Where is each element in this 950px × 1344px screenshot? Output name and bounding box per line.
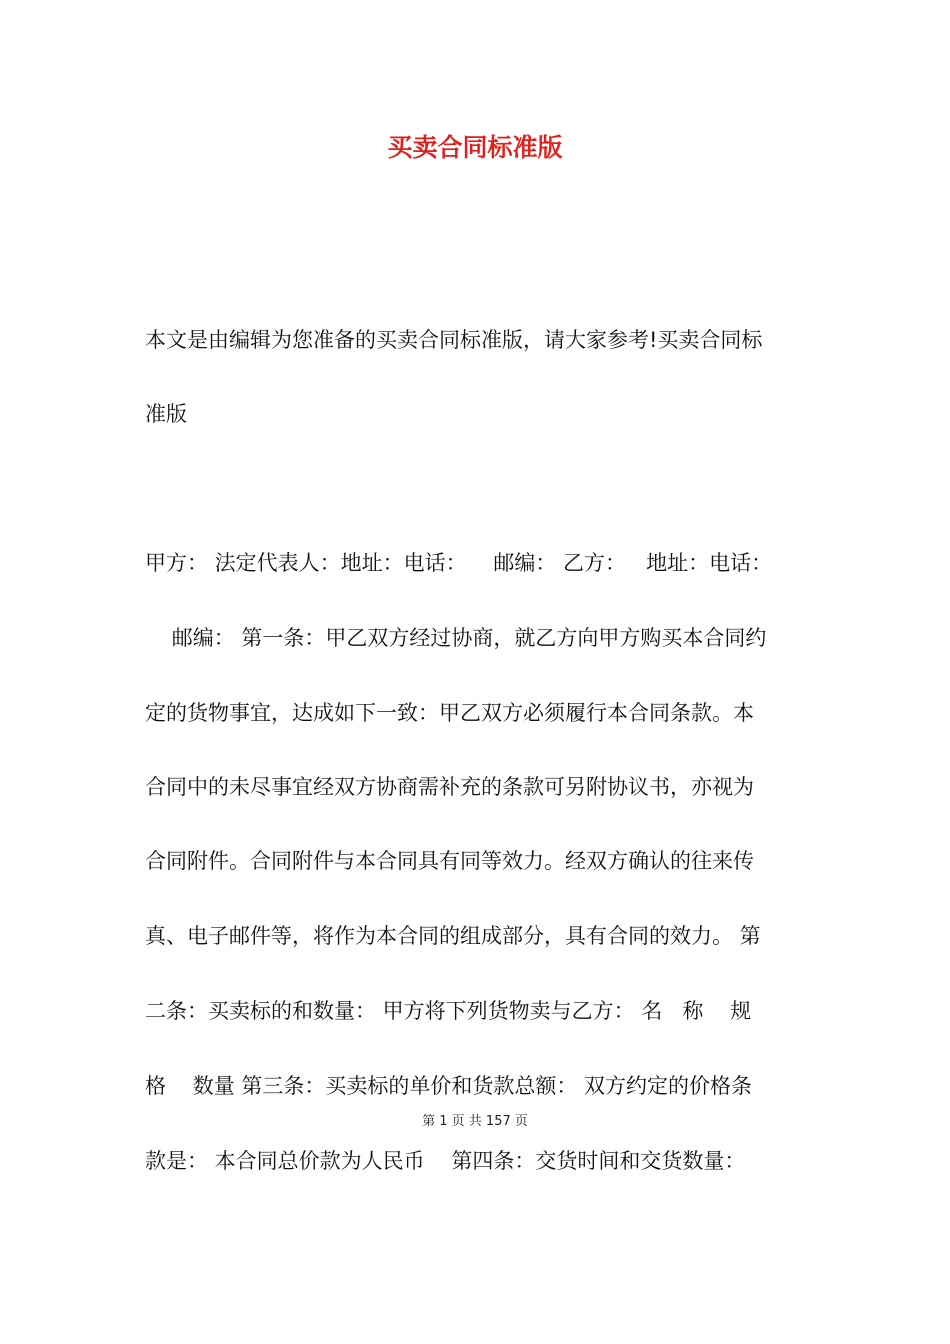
page-number-footer: 第 1 页 共 157 页 (422, 1114, 528, 1129)
body-line: 邮编： 第一条：甲乙双方经过协商，就乙方向甲方购买本合同约 (145, 626, 767, 650)
body-line: 定的货物事宜，达成如下一致：甲乙双方必须履行本合同条款。本 (145, 701, 754, 725)
body-line: 合同中的未尽事宜经双方协商需补充的条款可另附协议书，亦视为 (145, 775, 754, 799)
intro-line: 本文是由编辑为您准备的买卖合同标准版，请大家参考!买卖合同标 (145, 328, 763, 352)
body-line: 格 数量 第三条：买卖标的单价和货款总额： 双方约定的价格条 (145, 1074, 753, 1098)
body-line: 款是： 本合同总价款为人民币 第四条：交货时间和交货数量： (145, 1149, 746, 1173)
body-line: 甲方： 法定代表人：地址：电话： 邮编： 乙方： 地址：电话： (145, 551, 773, 575)
body-line: 合同附件。合同附件与本合同具有同等效力。经双方确认的往来传 (145, 849, 754, 873)
page-title: 买卖合同标准版 (387, 133, 563, 162)
body-line: 二条：买卖标的和数量： 甲方将下列货物卖与乙方： 名 称 规 (145, 999, 752, 1023)
body-line: 真、电子邮件等，将作为本合同的组成部分，具有合同的效力。 第 (145, 924, 761, 948)
intro-line: 准版 (145, 402, 187, 426)
